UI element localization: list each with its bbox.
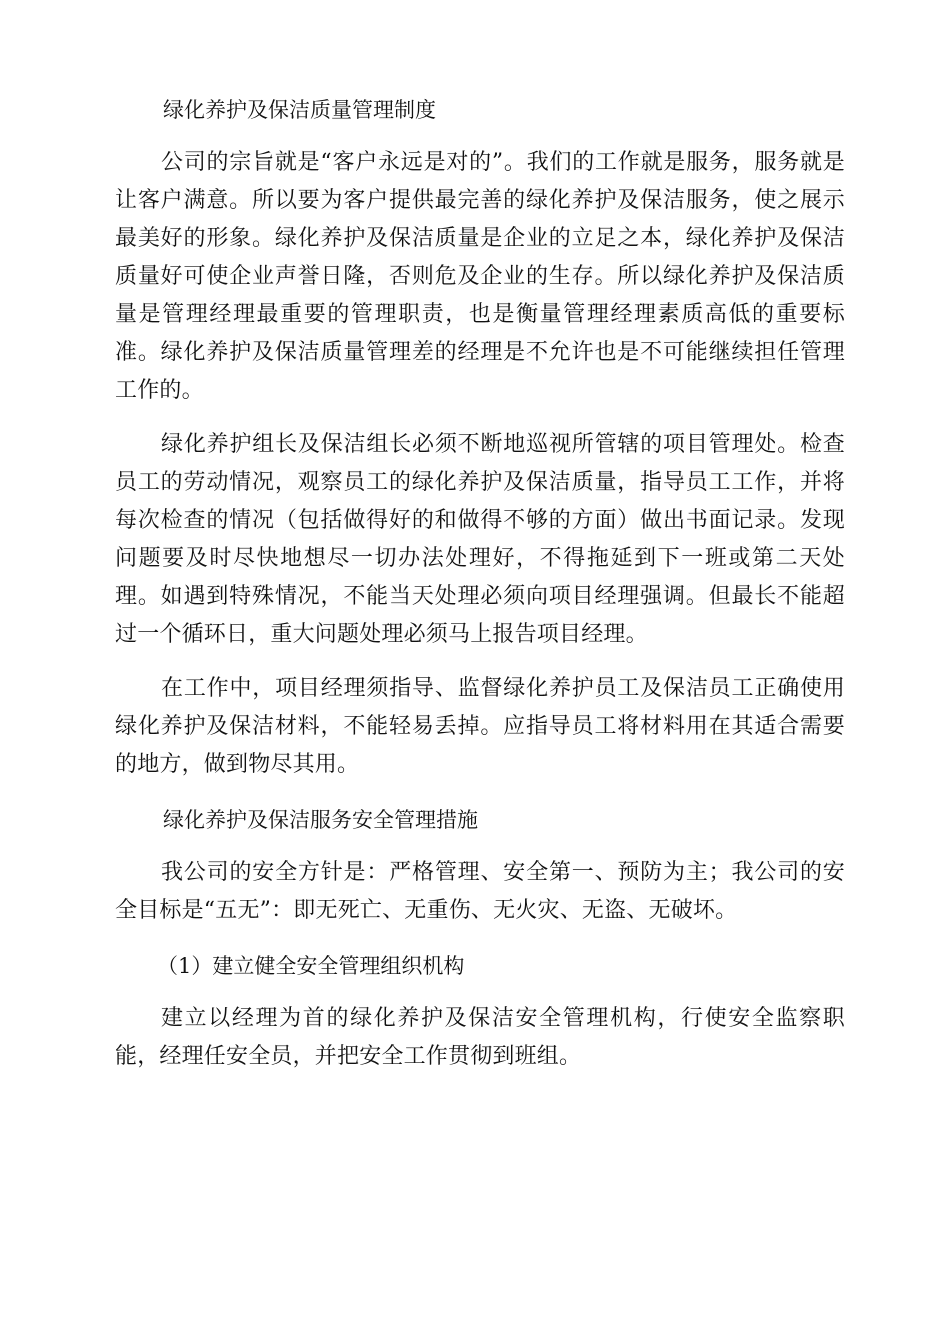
subsection-heading-safety-organization: （1）建立健全安全管理组织机构 (157, 954, 465, 978)
document-body (115, 90, 845, 1076)
section-heading-safety-measures: 绿化养护及保洁服务安全管理措施 (163, 808, 478, 832)
paragraph-material-usage: 在工作中，项目经理须指导、监督绿化养护员工及保洁员工正确使用绿化养护及保洁材料，不能轻易丢掉。应指导员工将材料用在其适合需要的地方，做到物尽其用。 (115, 676, 845, 777)
paragraph-team-leader-inspection: 绿化养护组长及保洁组长必须不断地巡视所管辖的项目管理处。检查员工的劳动情况，观察员工的绿化养护及保洁质量，指导员工工作，并将每次检查的情况（包括做得好的和做得不够的方面）做出书面记录。发现问题要及时尽快地想尽一切办法处理好，不得拖延到下一班或第二天处理。如遇到特殊情况，不能当天处理必须向项目经理强调。但最长不能超过一个循环日，重大问题处理必须马上报告项目经理。 (115, 432, 845, 647)
paragraph-safety-organization: 建立以经理为首的绿化养护及保洁安全管理机构，行使安全监察职能，经理任安全员，并把安全工作贯彻到班组。 (115, 1006, 845, 1069)
paragraph-safety-policy: 我公司的安全方针是：严格管理、安全第一、预防为主；我公司的安全目标是“五无”：即无死亡、无重伤、无火灾、无盗、无破坏。 (115, 860, 845, 923)
section-heading-quality-management: 绿化养护及保洁质量管理制度 (163, 98, 436, 122)
paragraph-company-purpose: 公司的宗旨就是“客户永远是对的”。我们的工作就是服务，服务就是让客户满意。所以要为客户提供最完善的绿化养护及保洁服务，使之展示最美好的形象。绿化养护及保洁质量是企业的立足之本，绿化养护及保洁质量好可使企业声誉日隆，否则危及企业的生存。所以绿化养护及保洁质量是管理经理最重要的管理职责，也是衡量管理经理素质高低的重要标准。绿化养护及保洁质量管理差的经理是不允许也是不可能继续担任管理工作的。 (115, 150, 845, 403)
